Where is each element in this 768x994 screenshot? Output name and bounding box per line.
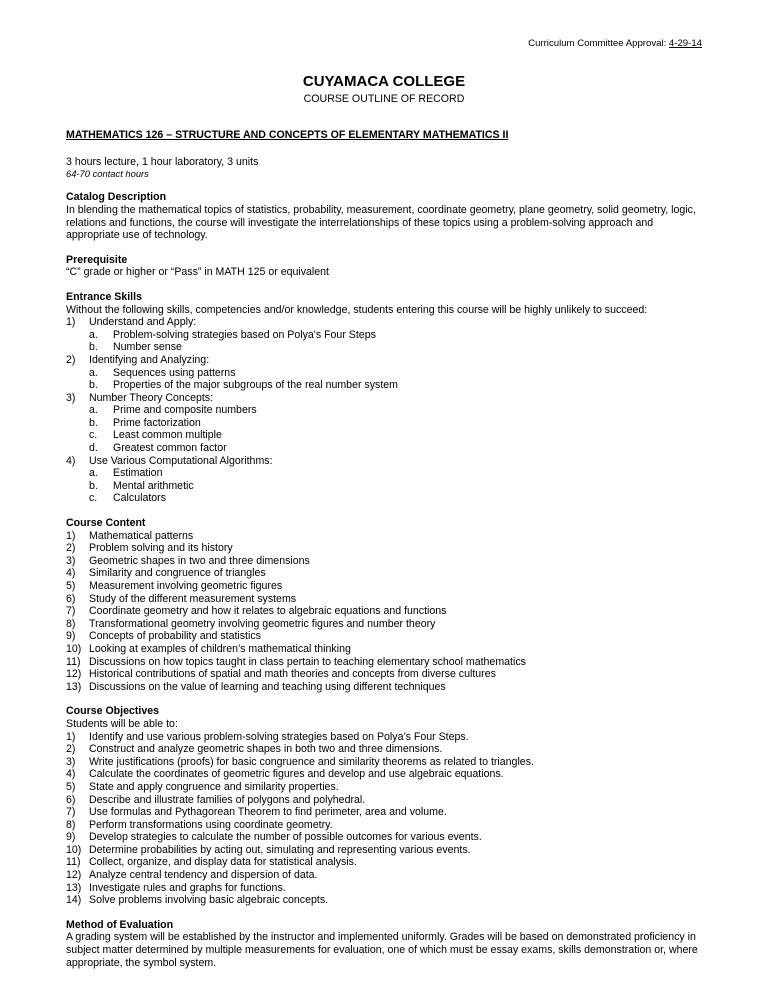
- item-label: State and apply congruence and similarity properties.: [89, 780, 339, 793]
- item-number: a.: [89, 366, 98, 379]
- item-label: Mental arithmetic: [113, 479, 194, 492]
- item-number: 13): [66, 881, 82, 894]
- objectives-section: [66, 705, 702, 907]
- item-number: b.: [89, 479, 98, 492]
- item-label: Number sense: [113, 341, 182, 354]
- item-label: Coordinate geometry and how it relates to algebraic equations and functions: [89, 605, 447, 618]
- entrance-list: [66, 316, 702, 505]
- item-label: Use Various Computational Algorithms:: [89, 454, 273, 467]
- item-number: 11): [66, 856, 81, 869]
- sub-list: [89, 404, 702, 454]
- item-label: Greatest common factor: [113, 442, 227, 455]
- item-label: Discussions on the value of learning and teaching using different techniques: [89, 680, 446, 693]
- list-item: [89, 492, 702, 505]
- item-number: 4): [66, 768, 76, 781]
- list-item: [66, 593, 702, 606]
- list-item: [89, 442, 702, 455]
- list-item: [89, 341, 702, 354]
- item-number: 3): [66, 391, 76, 404]
- item-number: 7): [66, 605, 76, 618]
- item-number: 6): [66, 592, 76, 605]
- list-item: [66, 768, 702, 781]
- item-number: 10): [66, 642, 82, 655]
- item-number: 8): [66, 617, 76, 630]
- list-item: [66, 605, 702, 618]
- sub-list: [89, 467, 702, 505]
- item-label: Properties of the major subgroups of the real number system: [113, 379, 398, 392]
- approval-date: 4-29-14: [668, 38, 702, 49]
- item-label: Calculate the coordinates of geometric figures and develop and use algebraic equations.: [89, 768, 504, 781]
- list-item: [66, 354, 702, 392]
- item-label: Mathematical patterns: [89, 529, 194, 542]
- list-item: [66, 542, 702, 555]
- item-label: Concepts of probability and statistics: [89, 630, 261, 643]
- entrance-intro: Without the following skills, competencies and/or knowledge, students entering this course will be highly unlikely to succeed:: [66, 303, 648, 316]
- list-item: [66, 580, 702, 593]
- item-label: Collect, organize, and display data for statistical analysis.: [89, 856, 357, 869]
- item-number: 1): [66, 316, 76, 329]
- list-item: [66, 844, 702, 857]
- list-item: [66, 455, 702, 505]
- item-number: b.: [89, 379, 98, 392]
- approval-line: [66, 38, 702, 51]
- item-number: 3): [66, 554, 76, 567]
- list-item: [66, 794, 702, 807]
- item-number: a.: [89, 328, 98, 341]
- prerequisite-text: “C” grade or higher or “Pass” in MATH 125 or equivalent: [66, 266, 329, 279]
- prerequisite-section: [66, 254, 702, 279]
- item-number: c.: [89, 429, 98, 442]
- catalog-text: In blending the mathematical topics of statistics, probability, measurement, coordinate geometry, plane geometry, solid geometry, logic, relations and functions, the course will investigate the interrelationships of these topics using a problem-solving approach and appropriate use of technology.: [66, 203, 696, 242]
- item-number: 12): [66, 869, 82, 882]
- item-number: 9): [66, 630, 76, 643]
- prerequisite-heading: Prerequisite: [66, 253, 128, 266]
- item-label: Sequences using patterns: [113, 366, 236, 379]
- catalog-section: [66, 191, 702, 241]
- item-number: 11): [66, 655, 81, 668]
- item-number: 12): [66, 668, 82, 681]
- item-label: Estimation: [113, 467, 163, 480]
- list-item: [89, 480, 702, 493]
- list-item: [89, 417, 702, 430]
- list-item: [89, 367, 702, 380]
- content-section: [66, 517, 702, 693]
- item-label: Similarity and congruence of triangles: [89, 567, 266, 580]
- content-list: [66, 530, 702, 694]
- list-item: [89, 429, 702, 442]
- item-number: 5): [66, 580, 76, 592]
- list-item: [66, 756, 702, 769]
- item-number: 2): [66, 542, 76, 555]
- entrance-heading: Entrance Skills: [66, 290, 142, 303]
- document-subtitle: COURSE OUTLINE OF RECORD: [303, 92, 465, 105]
- item-number: c.: [89, 492, 98, 505]
- list-item: [66, 316, 702, 354]
- item-number: b.: [89, 416, 98, 429]
- item-label: Describe and illustrate families of polygons and polyhedral.: [89, 793, 366, 806]
- catalog-heading: Catalog Description: [66, 191, 167, 204]
- list-item: [66, 656, 702, 669]
- item-label: Looking at examples of children’s mathematical thinking: [89, 642, 351, 655]
- list-item: [66, 643, 702, 656]
- objectives-heading: Course Objectives: [66, 705, 160, 718]
- list-item: [66, 618, 702, 631]
- objectives-list: [66, 731, 702, 907]
- course-hours: 3 hours lecture, 1 hour laboratory, 3 units: [66, 155, 259, 168]
- item-label: Problem solving and its history: [89, 542, 233, 555]
- list-item: [89, 404, 702, 417]
- item-number: 5): [66, 780, 76, 793]
- item-label: Study of the different measurement systems: [89, 592, 297, 605]
- list-item: [66, 555, 702, 568]
- item-label: Determine probabilities by acting out, simulating and representing various events.: [89, 843, 471, 856]
- evaluation-text: A grading system will be established by the instructor and implemented uniformly. Grades will be based on demonstrated proficiency in subject matter determined by multiple measurements for evaluation, one of which must be essay exams, skills demonstration or, where appropriate, the symbol system.: [66, 931, 698, 969]
- item-number: a.: [89, 467, 98, 480]
- item-label: Construct and analyze geometric shapes in both two and three dimensions.: [89, 743, 443, 756]
- item-label: Measurement involving geometric figures: [89, 580, 283, 592]
- item-label: Perform transformations using coordinate geometry.: [89, 818, 333, 831]
- list-item: [66, 781, 702, 794]
- item-number: 10): [66, 843, 82, 856]
- item-number: 1): [66, 529, 76, 542]
- list-item: [66, 743, 702, 756]
- list-item: [66, 819, 702, 832]
- list-item: [66, 567, 702, 580]
- content-heading: Course Content: [66, 517, 146, 530]
- item-label: Least common multiple: [113, 429, 222, 442]
- item-number: b.: [89, 341, 98, 354]
- item-number: 9): [66, 831, 76, 844]
- item-number: 6): [66, 793, 76, 806]
- contact-hours: 64-70 contact hours: [66, 168, 149, 180]
- item-label: Calculators: [113, 492, 166, 505]
- list-item: [66, 392, 702, 455]
- item-label: Use formulas and Pythagorean Theorem to find perimeter, area and volume.: [89, 806, 447, 819]
- item-number: 7): [66, 806, 76, 819]
- item-number: 4): [66, 567, 76, 580]
- item-label: Write justifications (proofs) for basic congruence and similarity theorems as related to triangles.: [89, 755, 534, 768]
- evaluation-heading: Method of Evaluation: [66, 918, 174, 931]
- item-number: 4): [66, 454, 76, 467]
- objectives-intro: Students will be able to:: [66, 717, 178, 730]
- item-label: Solve problems involving basic algebraic concepts.: [89, 894, 329, 907]
- item-label: Transformational geometry involving geometric figures and number theory: [89, 617, 436, 630]
- sub-list: [89, 367, 702, 392]
- list-item: [66, 869, 702, 882]
- item-label: Historical contributions of spatial and math theories and concepts from diverse cultures: [89, 668, 496, 681]
- item-label: Understand and Apply:: [89, 316, 197, 329]
- item-label: Problem-solving strategies based on Polya's Four Steps: [113, 328, 376, 341]
- list-item: [66, 530, 702, 543]
- item-label: Analyze central tendency and dispersion of data.: [89, 869, 318, 882]
- item-number: 8): [66, 818, 76, 831]
- list-item: [66, 882, 702, 895]
- item-label: Develop strategies to calculate the number of possible outcomes for various events.: [89, 831, 482, 844]
- item-number: 2): [66, 353, 76, 366]
- list-item: [89, 379, 702, 392]
- item-number: a.: [89, 404, 98, 417]
- list-item: [66, 630, 702, 643]
- item-label: Prime and composite numbers: [113, 404, 257, 417]
- list-item: [66, 894, 702, 907]
- list-item: [66, 731, 702, 744]
- evaluation-section: [66, 919, 702, 969]
- item-number: 14): [66, 894, 82, 907]
- list-item: [66, 681, 702, 694]
- list-item: [89, 329, 702, 342]
- item-number: 1): [66, 730, 76, 743]
- item-number: 13): [66, 680, 82, 693]
- list-item: [66, 806, 702, 819]
- list-item: [89, 467, 702, 480]
- sub-list: [89, 329, 702, 354]
- item-label: Geometric shapes in two and three dimensions: [89, 554, 310, 567]
- entrance-section: [66, 291, 702, 505]
- list-item: [66, 831, 702, 844]
- item-number: 2): [66, 743, 76, 756]
- item-number: 3): [66, 755, 76, 768]
- list-item: [66, 856, 702, 869]
- item-label: Identifying and Analyzing:: [89, 353, 210, 366]
- item-label: Identify and use various problem-solving strategies based on Polya’s Four Steps.: [89, 730, 469, 743]
- list-item: [66, 668, 702, 681]
- item-label: Discussions on how topics taught in class pertain to teaching elementary school mathematics: [89, 655, 526, 668]
- item-label: Number Theory Concepts:: [89, 391, 214, 404]
- approval-label: Curriculum Committee Approval:: [528, 38, 667, 49]
- college-name: CUYAMACA COLLEGE: [302, 72, 466, 90]
- course-title: MATHEMATICS 126 – STRUCTURE AND CONCEPTS OF ELEMENTARY MATHEMATICS II: [66, 129, 509, 142]
- item-label: Prime factorization: [113, 416, 201, 429]
- item-label: Investigate rules and graphs for functions.: [89, 881, 286, 894]
- item-number: d.: [89, 442, 98, 455]
